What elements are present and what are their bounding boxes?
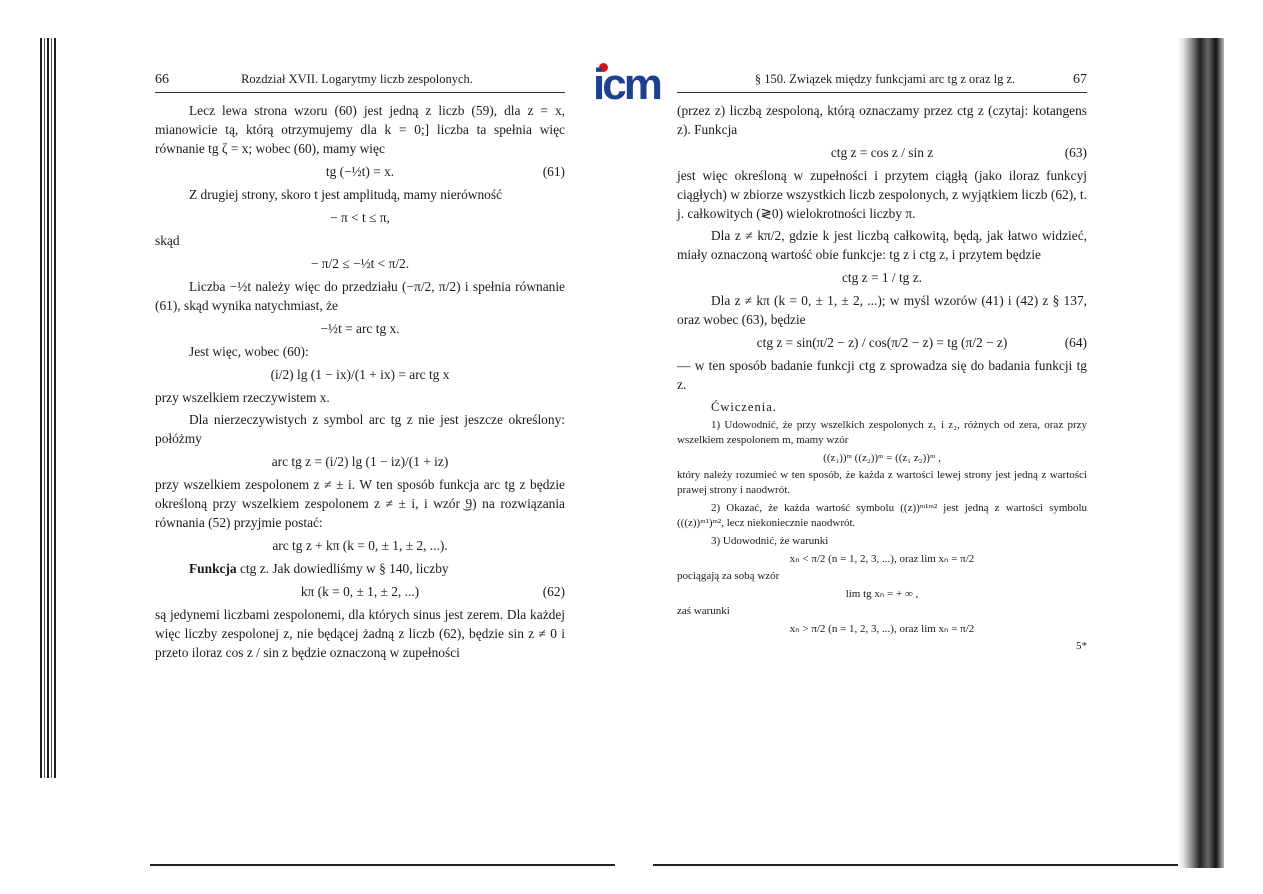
section-heading: Funkcja <box>189 561 237 576</box>
signature-mark: 5* <box>1076 640 1087 652</box>
equation-number: (64) <box>1064 335 1087 350</box>
left-page-number: 66 <box>155 72 169 87</box>
equation-number: (62) <box>542 584 565 599</box>
left-page <box>155 70 565 665</box>
exercise-2: 2) Okazać, że każda wartość symbolu ((z))ᵐ¹ᵐ² jest jedną z wartości symbolu (((z))ᵐ¹)ᵐ², lecz niekoniecznie naodwrót. <box>677 502 1087 529</box>
paragraph: skąd <box>155 233 180 248</box>
paragraph: Lecz lewa strona wzoru (60) jest jedną z liczb (59), dla z = x, mianowicie tą, którą otrzymujemy dla k = 0;] liczba ta spełnia więc równanie tg ζ = x; wobec (60), mamy więc <box>155 103 565 156</box>
paragraph: przy wszelkiem zespolonem z ≠ ± i. W ten sposób funkcja arc tg z będzie określoną przy wszelkiem zespolonem z ≠ ± i, i wzór ͜9) na rozwiązania równania (52) przyjmie postać: <box>155 477 565 530</box>
equation: lim tg xₙ = + ∞ , <box>845 588 919 600</box>
paragraph: przy wszelkiem rzeczywistem x. <box>155 390 330 405</box>
equation: arc tg z = (i/2) lg (1 − iz)/(1 + iz) <box>271 454 449 469</box>
right-running-head: § 150. Związek między funkcjami arc tg z oraz lg z. <box>754 72 1016 86</box>
left-page-bottom-edge <box>150 864 615 866</box>
exercise-3: 3) Udowodnić, że warunki <box>711 535 829 547</box>
paragraph: jest więc określoną w zupełności i przytem ciągłą (jako iloraz funkcyj ciągłych) w zbiorze wszystkich liczb zespolonych, z wyjątkiem liczb (62), t. j. całkowitych (≷0) wielokrotności liczby π. <box>677 168 1087 221</box>
equation: xₙ > π/2 (n = 1, 2, 3, ...), oraz lim xₙ = π/2 <box>789 623 975 635</box>
equation: − π/2 ≤ −½t < π/2. <box>310 256 410 271</box>
paragraph: Dla nierzeczywistych z symbol arc tg z nie jest jeszcze określony: połóżmy <box>155 412 565 446</box>
right-page-number: 67 <box>1073 72 1087 87</box>
equation: −½t = arc tg x. <box>320 321 400 336</box>
paragraph: Jest więc, wobec (60): <box>189 344 309 359</box>
left-header <box>155 70 565 93</box>
exercise-1: 1) Udowodnić, że przy wszelkich zespolonych z₁ i z₂, różnych od zera, oraz przy wszelkiem zespolonem m, mamy wzór <box>677 419 1087 446</box>
right-header <box>677 70 1087 93</box>
equation: − π < t ≤ π, <box>330 210 390 225</box>
right-page-bottom-edge <box>653 864 1178 866</box>
equation-text: tg (−½t) = x. <box>325 164 395 179</box>
equation-text: ctg z = sin(π/2 − z) / cos(π/2 − z) = tg (π/2 − z) <box>756 335 1008 350</box>
exercise-text: pociągają za sobą wzór <box>677 570 780 582</box>
equation: (i/2) lg (1 − ix)/(1 + ix) = arc tg x <box>270 367 450 382</box>
equation-number: (63) <box>1064 145 1087 160</box>
exercise-text: zaś warunki <box>677 605 730 617</box>
paragraph-text: ctg z. Jak dowiedliśmy w § 140, liczby <box>239 561 449 576</box>
equation: ((z₁))ᵐ ((z₂))ᵐ = ((z₁ z₂))ᵐ , <box>823 452 941 464</box>
equation-64 <box>677 333 1087 352</box>
exercise-text: który należy rozumieć w ten sposób, że każda z wartości lewej strony jest jedną z wartości prawej strony i naodwrót. <box>677 469 1087 496</box>
equation: ctg z = 1 / tg z. <box>841 270 923 285</box>
paragraph: (przez z) liczbą zespoloną, którą oznaczamy przez ctg z (czytaj: kotangens z). Funkcja <box>677 103 1087 137</box>
equation-number: (61) <box>542 164 565 179</box>
equation-61 <box>155 162 565 181</box>
paragraph: Dla z ≠ kπ/2, gdzie k jest liczbą całkowitą, będą, jak łatwo widzieć, miały oznaczoną wartość obie funkcje: tg z i ctg z, i przytem będzie <box>677 228 1087 262</box>
equation-62 <box>155 582 565 601</box>
paragraph: Liczba −½t należy więc do przedziału (−π/2, π/2) i spełnia równanie (61), skąd wynika natychmiast, że <box>155 279 565 313</box>
paragraph: są jedynemi liczbami zespolonemi, dla których sinus jest zerem. Dla każdej więc liczby zespolonej z, nie będącej żadną z liczb (62), będzie sin z ≠ 0 i przeto iloraz cos z / sin z będzie oznaczoną w zupełności <box>155 607 565 660</box>
equation-text: ctg z = cos z / sin z <box>830 145 934 160</box>
paragraph: Dla z ≠ kπ (k = 0, ± 1, ± 2, ...); w myśl wzorów (41) i (42) z § 137, oraz wobec (63), będzie <box>677 293 1087 327</box>
exercises-title: Ćwiczenia. <box>711 400 777 414</box>
equation: arc tg z + kπ (k = 0, ± 1, ± 2, ...). <box>272 538 448 553</box>
paragraph <box>155 559 565 578</box>
paragraph: — w ten sposób badanie funkcji ctg z sprowadza się do badania funkcji tg z. <box>677 358 1087 392</box>
equation-63 <box>677 143 1087 162</box>
icm-logo: icm <box>593 60 660 109</box>
equation: xₙ < π/2 (n = 1, 2, 3, ...), oraz lim xₙ = π/2 <box>789 553 975 565</box>
left-running-head: Rozdział XVII. Logarytmy liczb zespolonych. <box>241 72 473 86</box>
equation-text: kπ (k = 0, ± 1, ± 2, ...) <box>300 584 420 599</box>
exercises <box>677 400 1087 654</box>
paragraph: Z drugiej strony, skoro t jest amplitudą, mamy nierówność <box>189 187 503 202</box>
left-binding-edge <box>40 38 56 778</box>
right-page <box>677 70 1087 654</box>
right-binding-edge <box>1178 38 1224 868</box>
